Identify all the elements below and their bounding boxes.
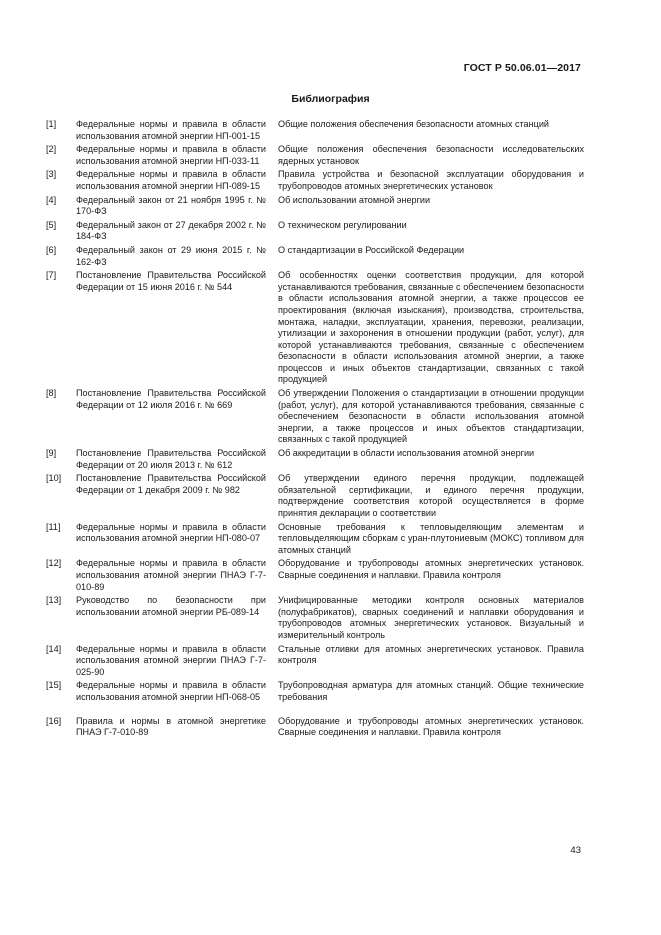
bibliography-entry — [46, 388, 584, 446]
entry-description: Об особенностях оценки соответствия продукции, для которой устанавливаются требования, связанные с обеспечением безопасности в области использования атомной энергии, а также процессов ее проектирования (включая изыскания), производства, строительства, монтажа, наладки, эксплуатации, хранения, перевозки, реализации, утилизации и захоронения в отношении продукции (работ, услуг), для которой устанавливаются требования, связанные с обеспечением безопасности в области использования атомной энергии, а также процессов и иных объектов стандартизации, связанных с такой продукцией — [278, 270, 584, 385]
entry-number: [12] — [46, 558, 62, 569]
entry-description: О техническом регулировании — [278, 219, 407, 230]
entry-description: Общие положения обеспечения безопасности исследовательских ядерных установок — [278, 144, 584, 166]
entry-description: Оборудование и трубопроводы атомных энергетических установок. Сварные соединения и наплавки. Правила контроля — [278, 715, 584, 738]
entry-description: Об использовании атомной энергии — [278, 194, 431, 205]
entry-description: Правила устройства и безопасной эксплуатации оборудования и трубопроводов атомных энергетических установок — [278, 169, 584, 191]
bibliography-entry — [46, 716, 584, 739]
entry-number: [7] — [46, 270, 57, 281]
bibliography-entry — [46, 680, 584, 703]
bibliography-entry — [46, 169, 584, 192]
entry-source: Постановление Правительства Российской Федерации от 15 июня 2016 г. № 544 — [76, 270, 266, 292]
entry-number: [3] — [46, 169, 57, 180]
entry-source: Федеральные нормы и правила в области использования атомной энергии НП-001-15 — [76, 119, 266, 141]
entry-description: Стальные отливки для атомных энергетических установок. Правила контроля — [278, 643, 584, 666]
entry-description: Об утверждении Положения о стандартизации в отношении продукции (работ, услуг), для которой устанавливаются требования, связанные с обеспечением безопасности в области использования атомной энергии, а также процессов и иных объектов стандартизации, связанных с такой продукцией — [278, 388, 584, 445]
bibliography-entry — [46, 220, 584, 243]
page-number: 43 — [570, 845, 581, 856]
entry-number: [11] — [46, 521, 61, 532]
entry-number: [10] — [46, 473, 62, 484]
bibliography-entry — [46, 270, 584, 386]
entry-description: О стандартизации в Российской Федерации — [278, 244, 465, 255]
entry-source: Правила и нормы в атомной энергетике ПНАЭ Г-7-010-89 — [76, 715, 266, 738]
entry-source: Постановление Правительства Российской Федерации от 20 июля 2013 г. № 612 — [76, 448, 266, 470]
bibliography-entry — [46, 644, 584, 679]
entry-description: Общие положения обеспечения безопасности атомных станций — [278, 119, 549, 129]
entry-number: [9] — [46, 448, 57, 459]
bibliography-entry — [46, 522, 584, 557]
bibliography-entry — [46, 119, 584, 142]
entry-source: Руководство по безопасности при использовании атомной энергии РБ-089-14 — [76, 595, 266, 617]
entry-number: [14] — [46, 643, 62, 654]
entry-number: [5] — [46, 219, 57, 230]
entry-source: Постановление Правительства Российской Федерации от 1 декабря 2009 г. № 982 — [76, 473, 266, 495]
entry-description: Унифицированные методики контроля основных материалов (полуфабрикатов), сварных соединений и наплавки оборудования и трубопроводов атомных энергетических установок. Визуальный и измерительный контроль — [278, 595, 584, 640]
entry-source: Федеральные нормы и правила в области использования атомной энергии ПНАЭ Г-7-010-89 — [76, 558, 266, 592]
entry-source: Федеральные нормы и правила в области использования атомной энергии НП-080-07 — [76, 521, 266, 544]
entry-number: [16] — [46, 715, 62, 726]
document-id-header: ГОСТ Р 50.06.01—2017 — [463, 62, 581, 74]
entry-source: Постановление Правительства Российской Федерации от 12 июля 2016 г. № 669 — [76, 388, 266, 410]
entry-source: Федеральные нормы и правила в области использования атомной энергии НП-068-05 — [76, 680, 266, 702]
entry-description: Основные требования к тепловыделяющим элементам и тепловыделяющим сборкам с уран-плутониевым (МОКС) топливом для атомных станций — [278, 521, 584, 555]
bibliography-list — [46, 119, 584, 741]
bibliography-entry — [46, 195, 584, 218]
bibliography-entry — [46, 595, 584, 641]
entry-source: Федеральный закон от 21 ноября 1995 г. № 170-ФЗ — [76, 194, 266, 217]
entry-number: [15] — [46, 680, 62, 691]
entry-description: Об утверждении единого перечня продукции, подлежащей обязательной сертификации, и единого перечня продукции, подтверждение соответствия которой осуществляется в форме принятия декларации о соответствии — [278, 473, 584, 518]
bibliography-entry — [46, 473, 584, 519]
bibliography-entry — [46, 448, 584, 471]
entry-source: Федеральные нормы и правила в области использования атомной энергии ПНАЭ Г-7-025-90 — [76, 643, 266, 677]
entry-number: [4] — [46, 194, 57, 205]
entry-source: Федеральный закон от 27 декабря 2002 г. № 184-ФЗ — [76, 219, 266, 242]
entry-description: Трубопроводная арматура для атомных станций. Общие технические требования — [278, 680, 584, 702]
entry-description: Об аккредитации в области использования атомной энергии — [278, 448, 535, 459]
entry-source: Федеральные нормы и правила в области использования атомной энергии НП-089-15 — [76, 169, 266, 191]
entry-source: Федеральный закон от 29 июня 2015 г. № 162-ФЗ — [76, 244, 266, 267]
entry-number: [8] — [46, 388, 57, 399]
entry-number: [2] — [46, 144, 57, 155]
entry-description: Оборудование и трубопроводы атомных энергетических установок. Сварные соединения и наплавки. Правила контроля — [278, 558, 584, 580]
page-title: Библиография — [291, 93, 370, 105]
entry-number: [6] — [46, 244, 57, 255]
bibliography-entry — [46, 558, 584, 593]
bibliography-entry — [46, 245, 584, 268]
entry-source: Федеральные нормы и правила в области использования атомной энергии НП-033-11 — [76, 144, 266, 166]
entry-number: [1] — [46, 119, 57, 129]
bibliography-entry — [46, 144, 584, 167]
entry-number: [13] — [46, 595, 62, 606]
